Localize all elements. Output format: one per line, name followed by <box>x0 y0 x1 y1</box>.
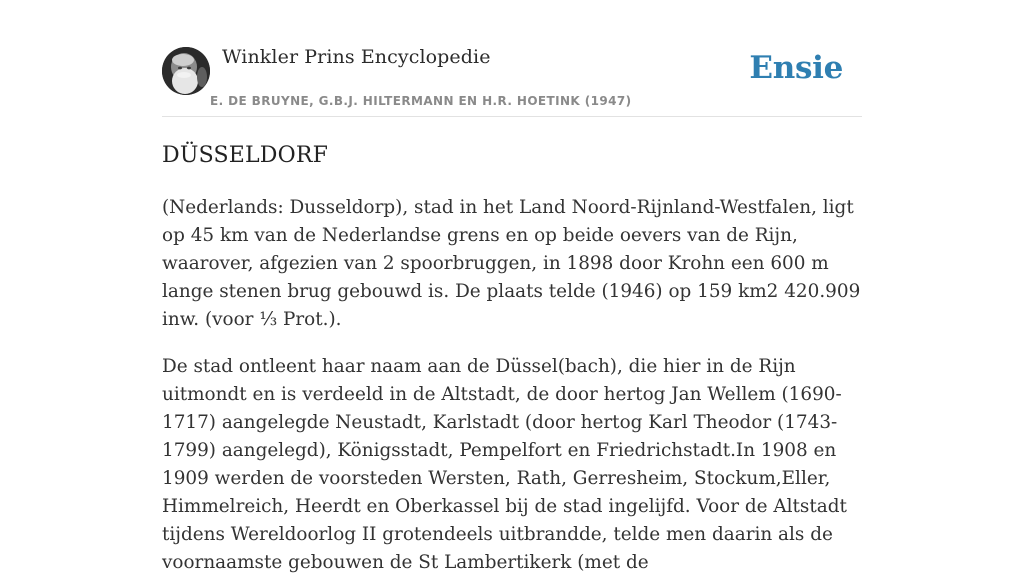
page <box>162 0 862 577</box>
entry-paragraph: (Nederlands: Dusseldorp), stad in het Land Noord-Rijnland-Westfalen, ligt op 45 km van de Nederlandse grens en op beide oevers van de Rijn, waarover, afgezien van 2 spoorbruggen, in 1898 door Krohn een 600 m lange stenen brug gebouwd is. De plaats telde (1946) op 159 km2 420.909 inw. (voor ⅓ Prot.). <box>162 197 861 330</box>
source-header <box>162 0 862 117</box>
entry-paragraph: De stad ontleent haar naam aan de Düssel(bach), die hier in de Rijn uitmondt en is verdeeld in de Altstadt, de door hertog Jan Wellem (1690-1717) aangelegde Neustadt, Karlstadt (door hertog Karl Theodor (1743-1799) aangelegd), Königsstadt, Pempelfort en Friedrichstadt.In 1908 en 1909 werden de voorsteden Wersten, Rath, Gerresheim, Stockum,Eller, Himmelreich, Heerdt en Oberkassel bij de stad ingelijfd. Voor de Altstadt tijdens Wereldoorlog II grotendeels uitbrandde, telde men daarin als de voornaamste gebouwen de St Lambertikerk (met de <box>162 356 847 573</box>
avatar[interactable] <box>162 47 210 95</box>
author-portrait-icon <box>162 47 210 95</box>
source-title[interactable]: Winkler Prins Encyclopedie <box>222 46 491 68</box>
brand-logo[interactable]: Ensie <box>749 50 843 86</box>
source-authors: E. DE BRUYNE, G.B.J. HILTERMANN EN H.R. HOETINK (1947) <box>210 94 632 108</box>
page-title: DÜSSELDORF <box>162 143 329 168</box>
